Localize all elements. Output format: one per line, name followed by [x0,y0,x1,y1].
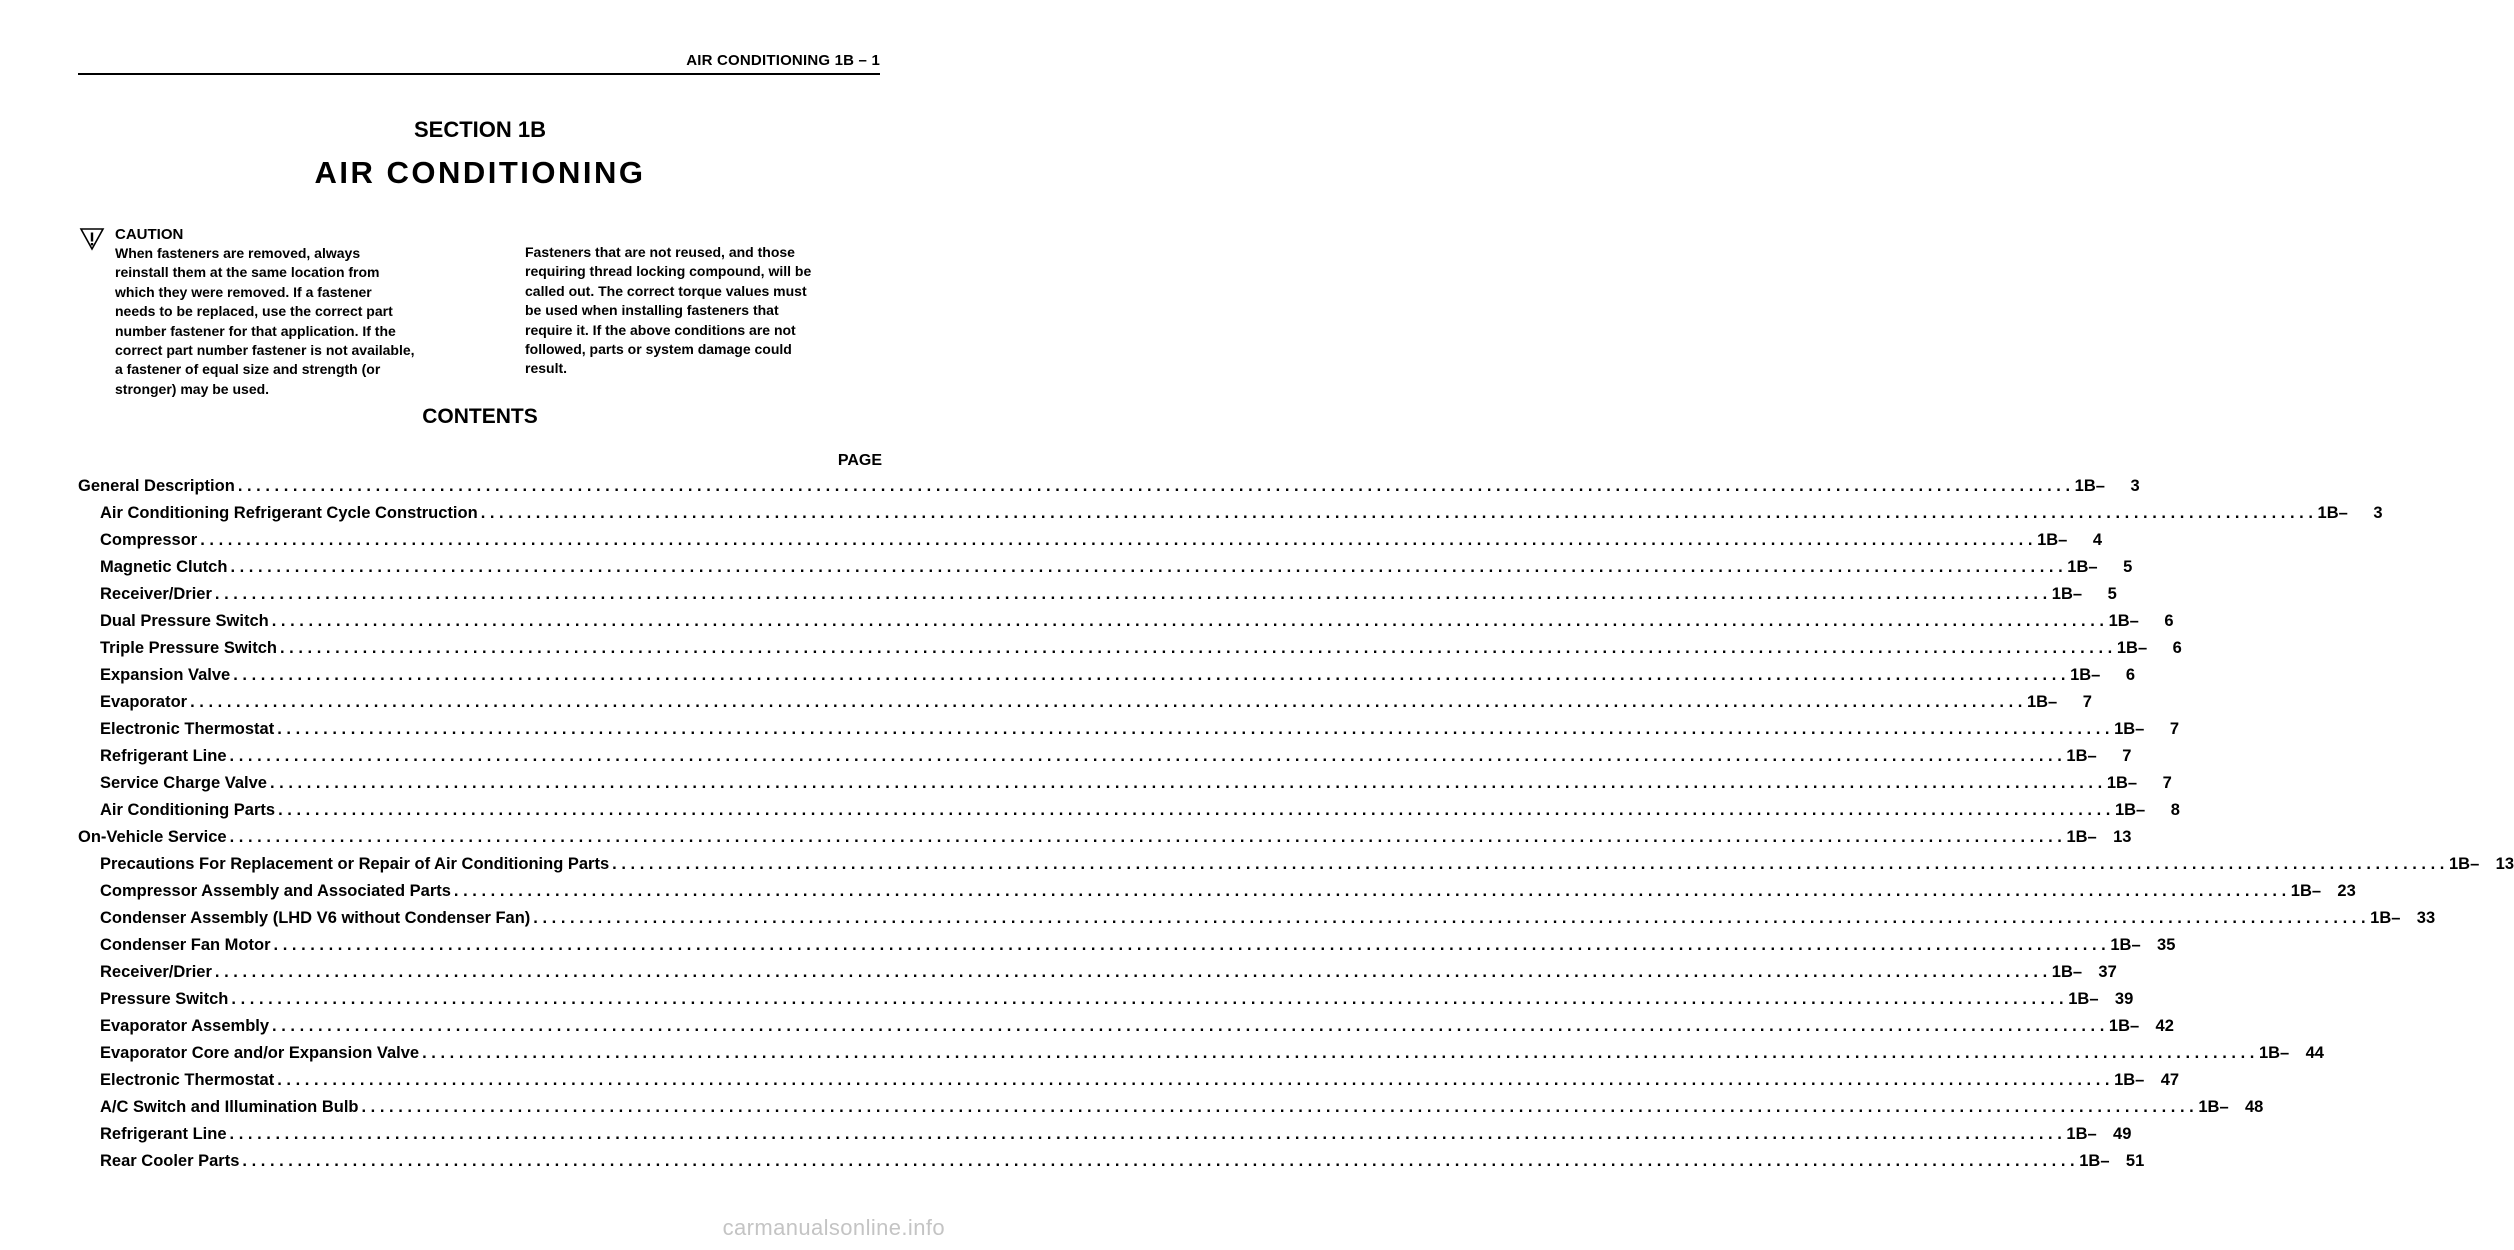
toc-leader-dots: ........................................................................................................................................................................................................ [237,477,2075,495]
toc-entry-title: Electronic Thermostat [100,720,275,738]
toc-entry-section: 1B– [2114,801,2146,819]
toc-leader-dots: ........................................................................................................................................................................................................ [278,801,2115,819]
toc-leader-dots: ........................................................................................................................................................................................................ [273,936,2111,954]
watermark: carmanualsonline.info [722,1215,945,1240]
toc-entry-page: 48 [2245,1098,2264,1116]
toc-entry[interactable] [78,666,2136,693]
caution-heading: CAUTION [115,226,184,243]
toc-leader-dots: ........................................................................................................................................................................................................ [242,1152,2080,1170]
caution-text-right: Fasteners that are not reused, and those requiring thread locking compound, will be called out. The correct torque values must be used when installing fasteners that require it. If the above conditions are not followed, parts or system damage could result. [525,244,812,377]
toc-leader-dots: ........................................................................................................................................................................................................ [269,774,2107,792]
toc-leader-dots: ........................................................................................................................................................................................................ [233,666,2071,684]
toc-entry[interactable] [78,693,2092,720]
toc-entry-page: 7 [2082,693,2092,711]
toc-entry-section: 1B– [2258,1044,2290,1062]
toc-entry[interactable] [78,1125,2132,1152]
toc-leader-dots: ........................................................................................................................................................................................................ [190,693,2027,711]
toc-leader-dots: ........................................................................................................................................................................................................ [229,747,2067,765]
toc-entry-page: 42 [2155,1017,2174,1035]
toc-entry[interactable] [78,720,2180,747]
toc-entry-title: Air Conditioning Parts [100,801,276,819]
toc-entry-title: Refrigerant Line [100,1125,227,1143]
toc-entry[interactable] [78,639,2182,666]
toc-entry[interactable] [78,1017,2174,1044]
toc-entry-title: Evaporator Assembly [100,1017,270,1035]
toc-leader-dots: ........................................................................................................................................................................................................ [230,558,2068,576]
toc-entry-title: Receiver/Drier [100,585,212,603]
toc-entry-page: 37 [2098,963,2117,981]
warning-triangle-icon [80,228,104,250]
toc-entry-title: Triple Pressure Switch [100,639,277,657]
toc-entry-section: 1B– [2290,882,2322,900]
toc-entry-page: 13 [2495,855,2514,873]
toc-entry-page: 51 [2125,1152,2145,1170]
toc-entry-section: 1B– [2066,1125,2097,1143]
toc-entry-page: 4 [2092,531,2103,549]
toc-entry-page: 6 [2125,666,2136,684]
toc-entry-page: 3 [2373,504,2383,522]
toc-entry-title: Condenser Assembly (LHD V6 without Condenser Fan) [100,909,531,927]
toc-entry-title: Rear Cooler Parts [100,1152,240,1170]
toc-entry-section: 1B– [2317,504,2348,522]
toc-entry-section: 1B– [2068,990,2099,1008]
toc-leader-dots: ........................................................................................................................................................................................................ [480,504,2318,522]
toc-leader-dots: ........................................................................................................................................................................................................ [422,1044,2259,1062]
toc-entry[interactable] [78,531,2103,558]
toc-entry[interactable] [78,585,2117,612]
toc-entry[interactable] [78,801,2180,828]
toc-entry[interactable] [78,1098,2264,1125]
toc-leader-dots: ........................................................................................................................................................................................................ [277,1071,2115,1089]
toc-entry-section: 1B– [2074,477,2105,495]
contents-title: CONTENTS [422,405,538,428]
toc-entry-title: Service Charge Valve [100,774,267,792]
toc-entry[interactable] [78,990,2134,1017]
toc-leader-dots: ........................................................................................................................................................................................................ [272,1017,2109,1035]
toc-entry-title: Compressor Assembly and Associated Parts [100,882,451,900]
toc-leader-dots: ........................................................................................................................................................................................................ [214,585,2052,603]
toc-entry-section: 1B– [2026,693,2058,711]
toc-entry-page: 7 [2122,747,2132,765]
toc-leader-dots: ........................................................................................................................................................................................................ [533,909,2371,927]
toc-entry[interactable] [78,1044,2324,1071]
toc-leader-dots: ........................................................................................................................................................................................................ [229,828,2067,846]
toc-entry-section: 1B– [2051,585,2083,603]
toc-entry-page: 5 [2107,585,2117,603]
toc-entry-title: Magnetic Clutch [100,558,228,576]
toc-entry[interactable] [78,855,2514,882]
toc-entry-title: On-Vehicle Service [78,828,227,846]
toc-entry-page: 35 [2157,936,2176,954]
toc-entry[interactable] [78,477,2140,504]
toc-entry-title: Evaporator Core and/or Expansion Valve [100,1044,420,1062]
toc-entry-page: 33 [2416,909,2436,927]
page-column-header: PAGE [837,452,882,469]
toc-entry-title: Expansion Valve [100,666,231,684]
toc-entry-section: 1B– [2067,558,2098,576]
toc-entry[interactable] [78,909,2436,936]
toc-leader-dots: ........................................................................................................................................................................................................ [271,612,2109,630]
toc-entry-section: 1B– [2116,639,2148,657]
toc-entry-section: 1B– [2449,855,2480,873]
toc-entry-page: 5 [2123,558,2133,576]
toc-entry-section: 1B– [2114,1071,2145,1089]
toc-entry-title: Condenser Fan Motor [100,936,271,954]
toc-entry-title: Receiver/Drier [100,963,212,981]
toc-entry[interactable] [78,828,2132,855]
toc-entry[interactable] [78,558,2133,585]
toc-leader-dots: ........................................................................................................................................................................................................ [361,1098,2199,1116]
toc-leader-dots: ........................................................................................................................................................................................................ [200,531,2038,549]
section-title: AIR CONDITIONING [314,155,646,190]
toc-leader-dots: ........................................................................................................................................................................................................ [231,990,2069,1008]
toc-entry-page: 47 [2160,1071,2180,1089]
toc-entry-title: Precautions For Replacement or Repair of Air Conditioning Parts [100,855,610,873]
toc-entry-title: Evaporator [100,693,188,711]
toc-entry-section: 1B– [2106,774,2138,792]
caution-text-left: When fasteners are removed, always reinstall them at the same location from which they were removed. If a fastener needs to be replaced, use the correct part number fastener for that application. If the correct part number fastener is not available, a fastener of equal size and strength (or stronger) may be used. [115,245,415,397]
toc-leader-dots: ........................................................................................................................................................................................................ [280,639,2117,657]
toc-leader-dots: ........................................................................................................................................................................................................ [229,1125,2067,1143]
toc-entry-section: 1B– [2066,747,2097,765]
toc-entry[interactable] [78,612,2174,639]
toc-entry-title: General Description [78,477,235,495]
toc-entry-section: 1B– [2066,828,2097,846]
toc-entry-section: 1B– [2079,1152,2110,1170]
toc-entry-page: 8 [2170,801,2180,819]
toc-entry-section: 1B– [2037,531,2068,549]
toc-entry-section: 1B– [2370,909,2401,927]
toc-entry-page: 6 [2164,612,2174,630]
toc-entry-page: 7 [2169,720,2180,738]
toc-entry[interactable] [78,936,2176,963]
toc-entry[interactable] [78,504,2383,531]
toc-entry-title: Electronic Thermostat [100,1071,275,1089]
toc-entry-page: 39 [2114,990,2134,1008]
toc-entry[interactable] [78,1071,2180,1098]
toc-entry-title: Dual Pressure Switch [100,612,269,630]
section-label: SECTION 1B [413,117,547,142]
toc-entry-section: 1B– [2070,666,2101,684]
toc-entry-section: 1B– [2114,720,2145,738]
toc-entry[interactable] [78,1152,2145,1179]
toc-entry-page: 13 [2113,828,2132,846]
toc-entry-page: 49 [2113,1125,2132,1143]
toc-leader-dots: ........................................................................................................................................................................................................ [453,882,2291,900]
toc-entry-page: 7 [2162,774,2172,792]
toc-entry-title: Compressor [100,531,198,549]
toc-entry-title: Refrigerant Line [100,747,227,765]
toc-leader-dots: ........................................................................................................................................................................................................ [214,963,2052,981]
toc-leader-dots: ........................................................................................................................................................................................................ [277,720,2115,738]
toc-entry-page: 44 [2305,1044,2324,1062]
toc-entry-title: A/C Switch and Illumination Bulb [100,1098,359,1116]
toc-entry-section: 1B– [2198,1098,2229,1116]
toc-entry-page: 23 [2337,882,2356,900]
toc-entry-section: 1B– [2110,936,2141,954]
toc-entry-section: 1B– [2108,1017,2140,1035]
toc-entry[interactable] [78,963,2117,990]
table-of-contents [78,477,2514,1179]
toc-entry-section: 1B– [2051,963,2083,981]
toc-entry-section: 1B– [2108,612,2139,630]
running-header: AIR CONDITIONING 1B – 1 [686,52,880,69]
toc-entry-title: Air Conditioning Refrigerant Cycle Construction [100,504,478,522]
toc-entry-title: Pressure Switch [100,990,229,1008]
toc-entry[interactable] [78,774,2172,801]
header-rule [78,73,880,75]
toc-leader-dots: ........................................................................................................................................................................................................ [612,855,2449,873]
toc-entry-page: 6 [2172,639,2182,657]
toc-entry[interactable] [78,747,2132,774]
toc-entry-page: 3 [2130,477,2140,495]
toc-entry[interactable] [78,882,2356,909]
